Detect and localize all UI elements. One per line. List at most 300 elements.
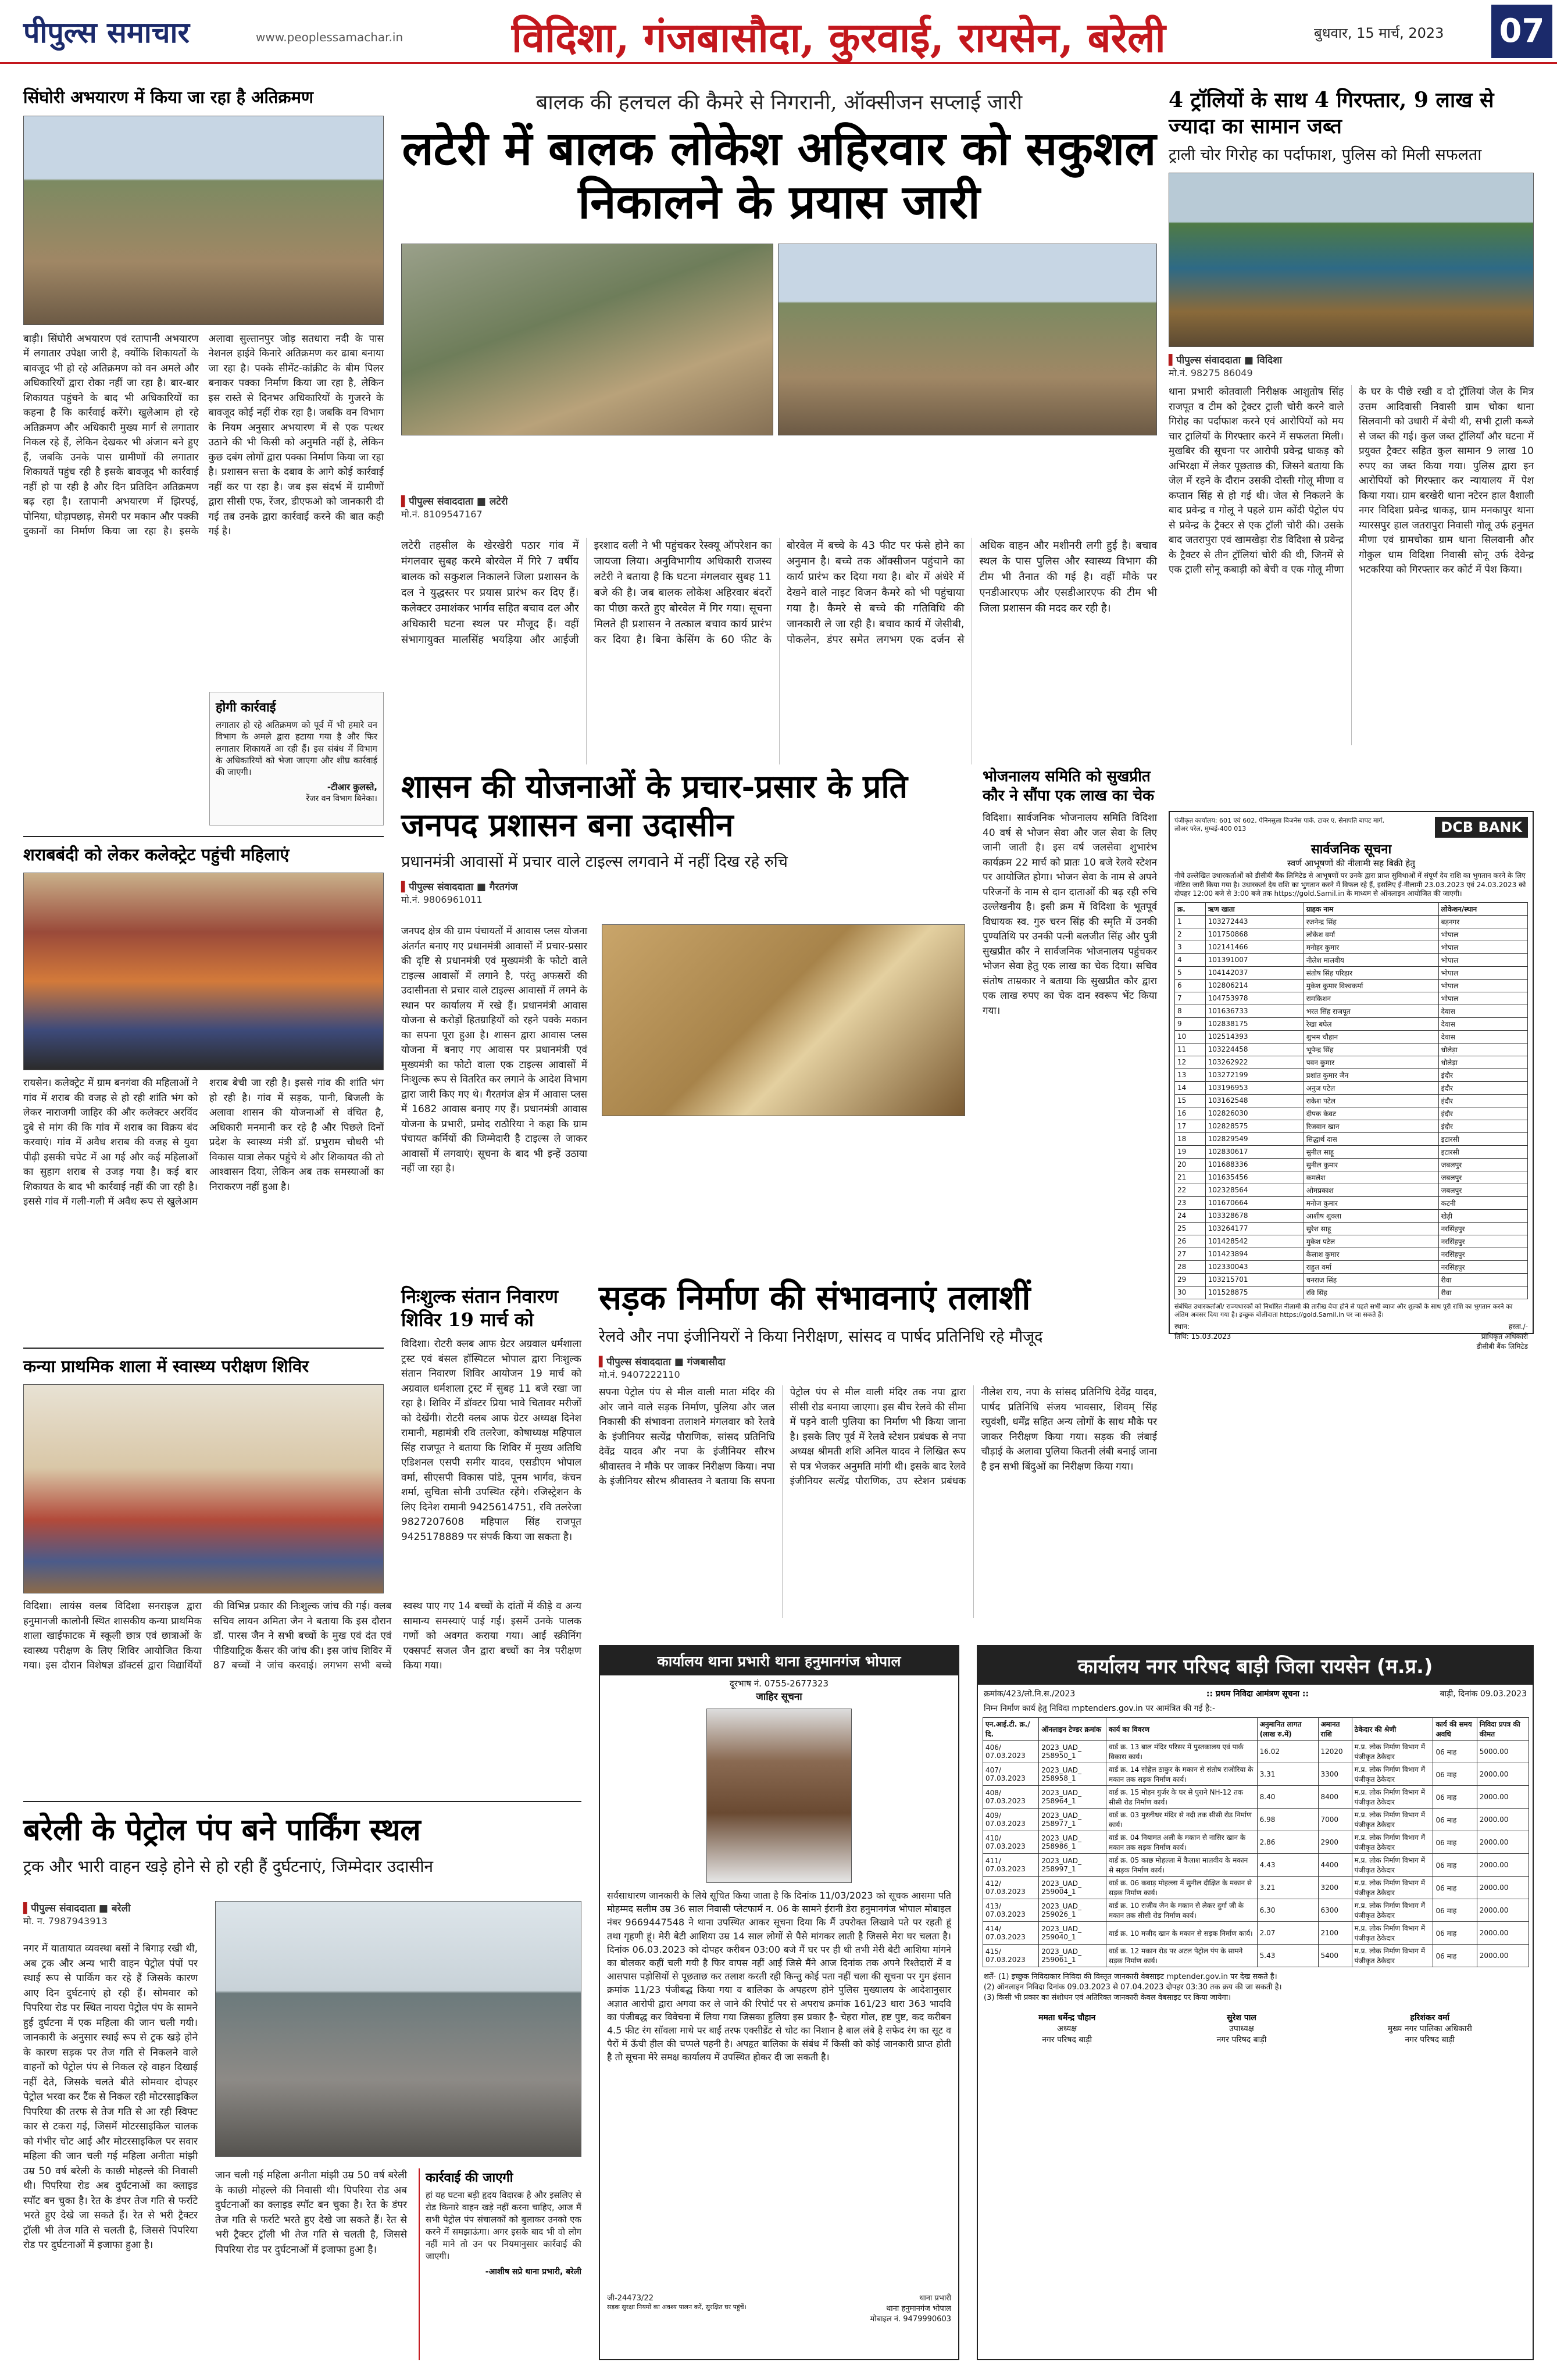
auction-row	[1175, 1158, 1528, 1171]
auction-cell: लोकेश वर्मा	[1304, 928, 1438, 941]
tender-cell: 06 माह	[1433, 1922, 1477, 1945]
body: विदिशा। सार्वजनिक भोजनालय समिति विदिशा 40 वर्ष से भोजन सेवा और जल सेवा के लिए जानी जाती है। इस वर्ष जलसेवा शुभारंभ कार्यक्रम 22 मार्च को प्रातः 10 बजे रेलवे स्टेशन पर आयोजित होगा। भोजन सेवा के नाम से अपने परिजनों के नाम से दान दाताओं की बढ़ रही रुचि उल्लेखनीय है। इसी क्रम में विदिशा के भूतपूर्व विधायक स्व. गुरु चरन सिंह की स्मृति में उनकी पुण्यतिथि पर उनकी पत्नी बलजीत सिंह और पुत्री सुखप्रीत कौर ने सार्वजनिक भोजनालय पहुंचकर भोजन सेवा हेतु एक लाख का चेक दिया। सचिव संतोष ताम्रकार ने बताया कि सुखप्रीत कौर द्वारा एक लाख रुपए का चेक दान स्वरूप भेंट किया गया।	[983, 812, 1157, 1017]
note-3: (3) किसी भी प्रकार का संशोधन एवं अतिरिक्त जानकारी केवल वेबसाइट पर किया जायेगा।	[984, 1993, 1231, 2003]
article-bhojan	[983, 767, 1157, 1267]
auction-row	[1175, 1222, 1528, 1235]
auction-cell: 3	[1175, 941, 1206, 953]
auction-cell: सुनील साहू	[1304, 1145, 1438, 1158]
tender-cell: वार्ड क्र. 10 मजीद खान के मकान से सड़क निर्माण कार्य।	[1106, 1922, 1258, 1945]
masthead	[0, 0, 1557, 64]
auction-cell: कटनी	[1438, 1196, 1527, 1209]
tender-cell: 2023_UAD_ 259040_1	[1039, 1922, 1106, 1945]
sign-3: डीसीबी बैंक लिमिटेड	[1476, 1342, 1528, 1351]
notice-title: सार्वजनिक सूचना	[1310, 842, 1392, 857]
notice-subtitle: स्वर्ण आभूषणों की नीलामी सह बिक्री हेतु	[1287, 858, 1415, 869]
headline: शराबबंदी को लेकर कलेक्ट्रेट पहुंची महिलाएं	[23, 845, 290, 864]
auction-cell: 101635456	[1205, 1171, 1304, 1184]
tender-row	[983, 1741, 1529, 1763]
tender-col-header: अमानत राशि	[1318, 1718, 1352, 1741]
auction-row	[1175, 1196, 1528, 1209]
auction-row	[1175, 1069, 1528, 1081]
byline: पीपुल्स संवाददाता	[31, 1903, 95, 1914]
auction-cell: 1	[1175, 915, 1206, 928]
tender-cell: म.प्र. लोक निर्माण विभाग में पंजीकृत ठेकेदार	[1352, 1741, 1433, 1763]
notice-intro: नीचे उल्लेखित उधारकर्ताओं को डीसीबी बैंक लिमिटेड से आभूषणों पर उनके द्वारा प्राप्त सुविधाओं में संपूर्ण देय राशि का भुगतान करने के लिए नोटिस जारी किया गया है। उधारकर्ता देय राशि का भुगतान करने में विफल रहे हैं, इसलिए ई-नीलामी 23.03.2023 एवं 24.03.2023 को दोपहर 12:00 बजे से 3:00 बजे तक https://gold.Samil.in के माध्यम से ऑनलाइन आयोजित की जाएगी।	[1174, 871, 1526, 898]
auction-cell: भोपाल	[1438, 966, 1527, 979]
tender-cell: वार्ड क्र. 13 बाल मंदिर परिसर में पुस्तकालय एवं पार्क विकास कार्य।	[1106, 1741, 1258, 1763]
article-santan	[401, 1285, 581, 1634]
tender-cell: 2000.00	[1477, 1786, 1529, 1809]
auction-row	[1175, 1260, 1528, 1273]
auction-cell: 28	[1175, 1260, 1206, 1273]
tender-cell: 3.31	[1257, 1763, 1318, 1786]
tender-cell: 4400	[1318, 1854, 1352, 1877]
auction-cell: देवास	[1438, 1005, 1527, 1017]
auction-cell: रजनेन्द्र सिंह	[1304, 915, 1438, 928]
auction-cell: 4	[1175, 953, 1206, 966]
quote-head: होगी कार्रवाई	[216, 701, 276, 715]
quote-head: कार्रवाई की जाएगी	[426, 2171, 513, 2185]
tender-cell: 2000.00	[1477, 1831, 1529, 1854]
auction-cell: 102830617	[1205, 1145, 1304, 1158]
auction-cell: 20	[1175, 1158, 1206, 1171]
tender-cell: वार्ड क्र. 06 कवाड़ मोहल्ला में सुनील दीक्षित के मकान से सड़क निर्माण कार्य।	[1106, 1877, 1258, 1899]
tender-cell: 8400	[1318, 1786, 1352, 1809]
tender-head: कार्यालय नगर परिषद बाड़ी जिला रायसेन (म.प्र.)	[978, 1646, 1533, 1685]
auction-cell: मनोहर कुमार	[1304, 941, 1438, 953]
auction-cell: इंदौर	[1438, 1120, 1527, 1132]
auction-cell: 25	[1175, 1222, 1206, 1235]
auction-row	[1175, 928, 1528, 941]
auction-cell: 16	[1175, 1107, 1206, 1120]
auction-cell: भूपेन्द्र सिंह	[1304, 1043, 1438, 1056]
auction-col-header: लोकेशन/स्थान	[1438, 902, 1527, 915]
auction-cell: 29	[1175, 1273, 1206, 1286]
sign-2-name: सुरेश पाल	[1227, 2013, 1256, 2022]
auction-cell: 103272199	[1205, 1069, 1304, 1081]
auction-row	[1175, 1145, 1528, 1158]
tender-row	[983, 1854, 1529, 1877]
photo	[23, 1384, 384, 1593]
paper-logo: पीपुल्स समाचार	[23, 15, 190, 49]
tender-row	[983, 1877, 1529, 1899]
auction-cell: संतोष सिंह परिहार	[1304, 966, 1438, 979]
tender-col-header: ऑनलाइन टेण्डर क्रमांक	[1039, 1718, 1106, 1741]
tender-row	[983, 1809, 1529, 1831]
tender-cell: म.प्र. लोक निर्माण विभाग में पंजीकृत ठेकेदार	[1352, 1922, 1433, 1945]
body: सपना पेट्रोल पंप से मील वाली माता मंदिर की ओर जाने वाले सड़क निर्माण, पुलिया और जल निकासी की संभावना तलाशने मंगलवार को रेलवे के इंजीनियर सत्येंद्र पौराणिक, सांसद प्रतिनिधि देवेंद्र यादव और नपा के इंजीनियर सौरभ श्रीवास्तव ने मौके पर जाकर निरीक्षण किया। नपा के इंजीनियर सौरभ श्रीवास्तव ने बताया कि सपना पेट्रोल पंप से मील वाली मंदिर तक नपा द्वारा सीसी रोड बनाया जाएगा। इस बीच रेलवे की सीमा में पड़ने वाली पुलिया का निर्माण भी किया जाना है। इसके लिए पूर्व में रेलवे स्टेशन प्रबंधक से नपा अध्यक्ष श्रीमती शशि अनिल यादव ने लिखित रूप से पत्र भेजकर अनुमति मांगी थी। इसके बाद रेलवे इंजीनियर सत्येंद्र पौराणिक, उप स्टेशन प्रबंधक नीलेश राय, नपा के सांसद प्रतिनिधि देवेंद्र यादव, पार्षद प्रतिनिधि संजय भावसार, शिवम् सिंह रघुवंशी, धर्मेंद्र सहित अन्य लोगों के साथ मौके पर जाकर निरीक्षण किया गया। सड़क की लंबाई चौड़ाई के अलावा पुलिया कितनी लंबी बनाई जाना है इन सभी बिंदुओं का निरीक्षण किया गया।	[599, 1386, 1157, 1487]
auction-cell: 27	[1175, 1248, 1206, 1260]
deck: प्रधानमंत्री आवासों में प्रचार वाले टाइल्स लगवाने में नहीं दिख रहे रुचि	[401, 853, 788, 871]
auction-row	[1175, 941, 1528, 953]
headline: सिंघोरी अभयारण में किया जा रहा है अतिक्रमण	[23, 87, 313, 107]
tender-cell: 408/ 07.03.2023	[983, 1786, 1039, 1809]
notice-head: कार्यालय थाना प्रभारी थाना हनुमानगंज भोपाल	[600, 1646, 958, 1675]
photo	[23, 873, 384, 1070]
tender-cell: 6300	[1318, 1899, 1352, 1922]
auction-cell: 102330043	[1205, 1260, 1304, 1273]
auction-cell: 104753978	[1205, 992, 1304, 1005]
tender-cell: 407/ 07.03.2023	[983, 1763, 1039, 1786]
sign-1-org: नगर परिषद बाड़ी	[1042, 2035, 1092, 2045]
auction-cell: सुरेश साहू	[1304, 1222, 1438, 1235]
article-sadak: सड़क निर्माण की संभावनाएं तलाशीं रेलवे और नपा इंजीनियरों ने किया निरीक्षण, सांसद व पार्षद प्रतिनिधि रहे मौजूद ▌पीपुल्स संवाददाता ■ गंजबासौदा मो.नं. 9407222110 सपना पेट्रोल पंप से मील वाली माता मंदिर की ओर जाने वाले सड़क निर्माण, पुलिया और जल निकासी की संभावना तलाशने मंगलवार को रेलवे के इंजीनियर सत्येंद्र पौराणिक, सांसद प्रतिनिधि देवेंद्र यादव और नपा के इंजीनियर सौरभ श्रीवास्तव ने मौके पर जाकर निरीक्षण किया। नपा के इंजीनियर सौरभ श्रीवास्तव ने बताया कि सपना पेट्रोल पंप से मील वाली मंदिर तक नपा द्वारा सीसी रोड बनाया जाएगा। इस बीच रेलवे की सीमा में पड़ने वाली पुलिया का निर्माण भी किया जाना है। इसके लिए पूर्व में रेलवे स्टेशन प्रबंधक से नपा अध्यक्ष श्रीमती शशि अनिल यादव ने लिखित रूप से पत्र भेजकर अनुमति मांगी थी। इसके बाद रेलवे इंजीनियर सत्येंद्र पौराणिक, उप स्टेशन प्रबंधक नीलेश राय, नपा के सांसद प्रतिनिधि देवेंद्र यादव, पार्षद प्रतिनिधि संजय भावसार, शिवम् सिंह रघुवंशी, धर्मेंद्र सहित अन्य लोगों के साथ मौके पर जाकर निरीक्षण किया गया। सड़क की लंबाई चौड़ाई के अलावा पुलिया कितनी लंबी बनाई जाना है इन सभी बिंदुओं का निरीक्षण किया गया।	[599, 1273, 1157, 1634]
place: लटेरी	[489, 496, 508, 508]
photo	[1169, 173, 1534, 347]
quote-by: -टीआर कुलस्ते,	[327, 782, 377, 793]
tender-col-header: ठेकेदार की श्रेणी	[1352, 1718, 1433, 1741]
tender-cell: वार्ड क्र. 15 मोहन गुर्जर के घर से पुराने NH-12 तक सीसी रोड निर्माण कार्य।	[1106, 1786, 1258, 1809]
tender-cell: 06 माह	[1433, 1854, 1477, 1877]
body: थाना प्रभारी कोतवाली निरीक्षक आशुतोष सिंह राजपूत व टीम को ट्रेक्टर ट्राली चोरी करने वाले गिरोह का पर्दाफाश करने एवं आरोपियों को मय चार ट्रालियों के गिरफ्तार करने में सफलता मिली। मुखबिर की सूचना पर आरोपी प्रवेन्द्र धाकड़ को अभिरक्षा में लेकर पूछताछ की, जिसने बताया कि जेल में रहने के दौरान उसकी दोस्ती गोलू मीणा व कप्तान सिंह से हो गई थी। जेल से निकलने के बाद प्रवेन्द्र व गोलू ने पहले ग्राम कोंदी पेट्रोल पंप से प्रवेन्द्र के ट्रैक्टर से एक ट्रॉली चोरी की। उसके बाद जतरापुरा एवं खामखेड़ा रोड विदिशा से प्रवेन्द्र के ट्रैक्टर से तीन ट्रॉलियां चोरी की थी, जिनमें से एक ट्राली सोनू कबाड़ी को बेची व एक गोलू मीणा के घर के पीछे रखी व दो ट्रॉलियां जेल के मित्र उत्तम आदिवासी निवासी ग्राम चोका थाना सिलवानी को उधारी में बेची थी, सभी ट्राली कब्जे से जब्त की गई। कुल जब्त ट्रॉलियाँ और घटना में प्रयुक्त ट्रैक्टर सहित कुल सामान 9 लाख 10 रुपए का जब्त किया गया। पुलिस द्वारा इन आरोपियों को गिरफ्तार कर न्यायालय में पेश किया गया। ग्राम बरखेरी थाना नटेरन हाल वैशाली नगर विदिशा प्रवेन्द्र धाकड़, ग्राम मनकापुर थाना ग्यारसपुर हाल जतरापुरा निवासी गोलू उर्फ हनुमत मीणा एवं ग्रामचोका ग्राम थाना सिलवानी और गोकुल धाम विदिशा निवासी सोनू उर्फ देवेन्द्र भटकरिया को गिरफ्तार कर कोर्ट में पेश किया।	[1169, 386, 1534, 576]
headline: भोजनालय समिति को सुखप्रीत कौर ने सौंपा एक लाख का चेक	[983, 768, 1155, 805]
tender-cell: 410/ 07.03.2023	[983, 1831, 1039, 1854]
auction-cell: नरसिंहपुर	[1438, 1235, 1527, 1248]
auction-row	[1175, 1094, 1528, 1107]
auction-cell: भोपाल	[1438, 953, 1527, 966]
place-label: स्थान:	[1174, 1323, 1190, 1331]
auction-row	[1175, 1209, 1528, 1222]
article-trolley: 4 ट्रॉलियों के साथ 4 गिरफ्तार, 9 लाख से ज्यादा का सामान जब्त ट्राली चोर गिरोह का पर्दाफाश, पुलिस को मिली सफलता ▌पीपुल्स संवाददाता ■ विदिशा मो.नं. 98275 86049 थाना प्रभारी कोतवाली निरीक्षक आशुतोष सिंह राजपूत व टीम को ट्रेक्टर ट्राली चोरी करने वाले गिरोह का पर्दाफाश करने एवं आरोपियों को मय चार ट्रालियों के गिरफ्तार करने में सफलता मिली। मुखबिर की सूचना पर आरोपी प्रवेन्द्र धाकड़ को अभिरक्षा में लेकर पूछताछ की, जिसने बताया कि जेल में रहने के दौरान उसकी दोस्ती गोलू मीणा व कप्तान सिंह से हो गई थी। जेल से निकलने के बाद प्रवेन्द्र व गोलू ने पहले ग्राम कोंदी पेट्रोल पंप से प्रवेन्द्र के ट्रैक्टर से एक ट्रॉली चोरी की। उसके बाद जतरापुरा एवं खामखेड़ा रोड विदिशा से प्रवेन्द्र के ट्रैक्टर से तीन ट्रॉलियां चोरी की थी, जिनमें से एक ट्राली सोनू कबाड़ी को बेची व एक गोलू मीणा के घर के पीछे रखी व दो ट्रॉलियां जेल के मित्र उत्तम आदिवासी निवासी ग्राम चोका थाना सिलवानी को उधारी में बेची थी, सभी ट्राली कब्जे से जब्त की गई। कुल जब्त ट्रॉलियाँ और घटना में प्रयुक्त ट्रैक्टर सहित कुल सामान 9 लाख 10 रुपए का जब्त किया गया। पुलिस द्वारा इन आरोपियों को गिरफ्तार कर न्यायालय में पेश किया गया। ग्राम बरखेरी थाना नटेरन हाल वैशाली नगर विदिशा प्रवेन्द्र धाकड़, ग्राम मनकापुर थाना ग्यारसपुर हाल जतरापुरा निवासी गोलू उर्फ हनुमत मीणा एवं ग्रामचोका ग्राम थाना सिलवानी और गोकुल धाम विदिशा निवासी सोनू उर्फ देवेन्द्र भटकरिया को गिरफ्तार कर कोर्ट में पेश किया।	[1169, 87, 1534, 802]
tender-cell: 2023_UAD_ 258986_1	[1039, 1831, 1106, 1854]
tender-date: बाड़ी, दिनांक 09.03.2023	[1440, 1689, 1527, 1699]
missing-photo	[706, 1709, 852, 1883]
tender-cell: 06 माह	[1433, 1763, 1477, 1786]
notice-phone: दूरभाष नं. 0755-2677323	[729, 1678, 829, 1689]
tender-cell: म.प्र. लोक निर्माण विभाग में पंजीकृत ठेकेदार	[1352, 1877, 1433, 1899]
tender-cell: 06 माह	[1433, 1899, 1477, 1922]
deck: रेलवे और नपा इंजीनियरों ने किया निरीक्षण, सांसद व पार्षद प्रतिनिधि रहे मौजूद	[599, 1328, 1043, 1346]
auction-cell: देवास	[1438, 1017, 1527, 1030]
sign-2-role: उपाध्यक्ष	[1229, 2024, 1254, 2034]
place: विदिशा	[1256, 355, 1283, 366]
place: गैरतगंज	[489, 881, 518, 893]
auction-cell: सुनील कुमार	[1304, 1158, 1438, 1171]
tender-cell: 2023_UAD_ 258997_1	[1039, 1854, 1106, 1877]
auction-table	[1174, 902, 1528, 1299]
auction-cell: 14	[1175, 1081, 1206, 1094]
auction-cell: इटारसी	[1438, 1145, 1527, 1158]
headline: कन्या प्राथमिक शाला में स्वास्थ्य परीक्षण शिविर	[23, 1356, 309, 1376]
page-number: 07	[1491, 5, 1552, 58]
auction-cell: 104142037	[1205, 966, 1304, 979]
auction-cell: 103224458	[1205, 1043, 1304, 1056]
auction-cell: 102141466	[1205, 941, 1304, 953]
deck: ट्राली चोर गिरोह का पर्दाफाश, पुलिस को मिली सफलता	[1169, 146, 1482, 164]
auction-cell: भोपाल	[1438, 979, 1527, 992]
tender-cell: 2023_UAD_ 259004_1	[1039, 1877, 1106, 1899]
auction-cell: 101670664	[1205, 1196, 1304, 1209]
tender-cell: 6.30	[1257, 1899, 1318, 1922]
auction-cell: रिजवान खान	[1304, 1120, 1438, 1132]
auction-row	[1175, 1132, 1528, 1145]
quote-text: हां यह घटना बड़ी हृदय विदारक है और इसलिए से रोड किनारे वाहन खड़े नहीं करना चाहिए, आज मैं सभी पेट्रोल पंप संचालकों को बुलाकर उनको एक करने में समझाऊंगा। अगर इसके बाद भी वो लोग नहीं माने तो उन पर नियमानुसार कार्रवाई की जाएगी।	[426, 2190, 581, 2261]
auction-cell: 12	[1175, 1056, 1206, 1069]
tender-cell: 7000	[1318, 1809, 1352, 1831]
tender-sub: :: प्रथम निविदा आमंत्रण सूचना ::	[1206, 1689, 1309, 1699]
auction-cell: ओमप्रकाश	[1304, 1184, 1438, 1196]
auction-row	[1175, 953, 1528, 966]
mobile: मो.नं. 9806961011	[401, 894, 483, 905]
divider	[23, 1348, 384, 1349]
sign-3-org: नगर परिषद बाड़ी	[1405, 2035, 1455, 2045]
tender-cell: 2000.00	[1477, 1945, 1529, 1967]
byline: पीपुल्स संवाददाता	[606, 1356, 671, 1368]
auction-cell: धनराज सिंह	[1304, 1273, 1438, 1286]
auction-cell: 102514393	[1205, 1030, 1304, 1043]
tender-cell: 06 माह	[1433, 1809, 1477, 1831]
auction-cell: राकेश पटेल	[1304, 1094, 1438, 1107]
auction-cell: 101750868	[1205, 928, 1304, 941]
auction-cell: खेड़ी	[1438, 1209, 1527, 1222]
headline: शासन की योजनाओं के प्रचार-प्रसार के प्रति जनपद प्रशासन बना उदासीन	[401, 767, 908, 844]
auction-cell: 5	[1175, 966, 1206, 979]
body-col1: नगर में यातायात व्यवस्था बसों ने बिगाड़ रखी थी, अब ट्रक और अन्य भारी वाहन पेट्रोल पंपों पर स्थाई रूप से पार्किंग कर रहे हैं जिसके कारण आए दिन दुर्घटनाएं हो रही हैं। सोमवार को पिपरिया रोड पर स्थित नायरा पेट्रोल पंप के सामने हुई दुर्घटना में एक महिला की जान चली गयी। जानकारी के अनुसार स्थाई रूप से ट्रक खड़े होने के कारण सड़क पर तेज गति से निकलने वाले वाहनों को पेट्रोल पंप से निकल रहे वाहन दिखाई नहीं देते, जिसके चलते बीते सोमवार दोपहर पेट्रोल भरवा कर टैंक से निकल रही मोटरसाइकिल पिपरिया की तरफ से तेज गति से आ रही स्विफ्ट कार से टकरा गई, जिसमें मोटरसाइकिल चालक को गंभीर चोट आई और मोटरसाइकिल पर सवार महिला की जान चली गई महिला अनीता मांझी उम्र 50 वर्ष बरेली के काछी मोहल्ले की निवासी थी। पिपरिया रोड अब दुर्घटनाओं का क्लाइड स्पॉट बन चुका है। रेत के डंपर तेज गति से फर्राटे भरते हुए देखे जा सकते हैं। रेत से भरी ट्रैक्टर ट्रॉली भी तेज गति से चलती है, जिससे पिपरिया रोड पर दुर्घटनाओं में इजाफा हुआ है।	[23, 1943, 198, 2251]
auction-cell: 23	[1175, 1196, 1206, 1209]
headline: सड़क निर्माण की संभावनाएं तलाशीं	[599, 1278, 1031, 1317]
auction-cell: 102838175	[1205, 1017, 1304, 1030]
body: रायसेन। कलेक्ट्रेट में ग्राम बनगंवा की महिलाओं ने गांव में शराब की वजह से हो रही शांति भंग को लेकर नाराजगी जाहिर की और कलेक्टर अरविंद दुबे से मांग की कि गांव में शराब का विक्रय बंद करवाएं। गांव में अवैध शराब की वजह से युवा पीढ़ी इसकी चपेट में आ गई और कई महिलाओं का सुहाग शराब से उजड़ गया है। कई बार शिकायत के बाद भी कार्रवाई नहीं की जा रही है। इससे गांव में गली-गली में अवैध रूप से खुलेआम शराब बेची जा रही है। इससे गांव की शांति भंग हो रही है। गांव में सड़क, पानी, बिजली के अलावा शासन की योजनाओं से वंचित है, अधिकारी मनमानी कर रहे है और पिछले दिनों प्रदेश के स्वास्थ्य मंत्री डॉ. प्रभुराम चौधरी भी विकास यात्रा लेकर पहुंचे थे और शिकायत की तो आश्वासन दिया, लेकिन अब तक समस्याओं का निराकरण नहीं हुआ है।	[23, 1077, 384, 1207]
place: बरेली	[111, 1903, 131, 1914]
notice-sub: जाहिर सूचना	[756, 1691, 802, 1703]
article-singhori	[23, 87, 384, 828]
auction-cell: राहुल वर्मा	[1304, 1260, 1438, 1273]
sign-3-name: हरिशंकर वर्मा	[1410, 2013, 1449, 2022]
issue-date: बुधवार, 15 मार्च, 2023	[1314, 25, 1444, 41]
bank-logo: DCB BANK	[1435, 817, 1528, 838]
auction-cell: 102826030	[1205, 1107, 1304, 1120]
auction-cell: भोपाल	[1438, 928, 1527, 941]
tender-cell: 5.43	[1257, 1945, 1318, 1967]
tender-cell: 409/ 07.03.2023	[983, 1809, 1039, 1831]
auction-cell: नीलेश मालवीय	[1304, 953, 1438, 966]
divider	[23, 1801, 581, 1802]
article-bareli: बरेली के पेट्रोल पंप बने पार्किंग स्थल ट्रक और भारी वाहन खड़े होने से हो रही हैं दुर्घटनाएं, जिम्मेदार उदासीन ▌पीपुल्स संवाददाता ■ बरेली मो. न. 7987943913 नगर में यातायात व्यवस्था बसों ने बिगाड़ रखी थी, अब ट्रक और अन्य भारी वाहन पेट्रोल पंपों पर स्थाई रूप से पार्किंग कर रहे हैं जिसके कारण आए दिन दुर्घटनाएं हो रही हैं। सोमवार को पिपरिया रोड पर स्थित नायरा पेट्रोल पंप के सामने हुई दुर्घटना में एक महिला की जान चली गयी। जानकारी के अनुसार स्थाई रूप से ट्रक खड़े होने के कारण सड़क पर तेज गति से निकलने वाले वाहनों को पेट्रोल पंप से निकल रहे वाहन दिखाई नहीं देते, जिसके चलते बीते सोमवार दोपहर पेट्रोल भरवा कर टैंक से निकल रही मोटरसाइकिल पिपरिया की तरफ से तेज गति से आ रही स्विफ्ट कार से टकरा गई, जिसमें मोटरसाइकिल चालक को गंभीर चोट आई और मोटरसाइकिल पर सवार महिला की जान चली गई महिला अनीता मांझी उम्र 50 वर्ष बरेली के काछी मोहल्ले की निवासी थी। पिपरिया रोड अब दुर्घटनाओं का क्लाइड स्पॉट बन चुका है। रेत के डंपर तेज गति से फर्राटे भरते हुए देखे जा सकते हैं। रेत से भरी ट्रैक्टर ट्रॉली भी तेज गति से चलती है, जिससे पिपरिया रोड पर दुर्घटनाओं में इजाफा हुआ है। जान चली गई महिला अनीता मांझी उम्र 50 वर्ष बरेली के काछी मोहल्ले की निवासी थी। पिपरिया रोड अब दुर्घटनाओं का क्लाइड स्पॉट बन चुका है। रेत के डंपर तेज गति से फर्राटे भरते हुए देखे जा सकते हैं। रेत से भरी ट्रैक्टर ट्रॉली भी तेज गति से चलती है, जिससे पिपरिया रोड पर दुर्घटनाओं में इजाफा हुआ है। कार्रवाई की जाएगी हां यह घटना बड़ी हृदय विदारक है और इसलिए से रोड किनारे वाहन खड़े नहीं करना चाहिए, आज मैं सभी पेट्रोल पंप संचालकों को बुलाकर उनको एक करने में समझाऊंगा। अगर इसके बाद भी वो लोग नहीं माने तो उन पर नियमानुसार कार्रवाई की जाएगी। -आशीष सप्रे थाना प्रभारी, बरेली	[23, 1808, 581, 2360]
auction-cell: 102328564	[1205, 1184, 1304, 1196]
tender-row	[983, 1922, 1529, 1945]
tender-cell: वार्ड क्र. 05 काछ मोहल्ला में कैलाश मालवीय के मकान से सड़क निर्माण कार्य।	[1106, 1854, 1258, 1877]
auction-col-header: ऋण खाता	[1205, 902, 1304, 915]
auction-cell: 19	[1175, 1145, 1206, 1158]
deck: ट्रक और भारी वाहन खड़े होने से हो रही हैं दुर्घटनाएं, जिम्मेदार उदासीन	[23, 1857, 434, 1876]
auction-cell: 17	[1175, 1120, 1206, 1132]
auction-cell: प्रशांत कुमार जैन	[1304, 1069, 1438, 1081]
auction-cell: 11	[1175, 1043, 1206, 1056]
tender-col-header: अनुमानित लागत (लाख रु.में)	[1257, 1718, 1318, 1741]
tender-cell: 2900	[1318, 1831, 1352, 1854]
tender-cell: वार्ड क्र. 12 मकान रोड पर अटल पेट्रोल पंप के सामने सड़क निर्माण कार्य।	[1106, 1945, 1258, 1967]
article-lateri: बालक की हलचल की कैमरे से निगरानी, ऑक्सीजन सप्लाई जारी लटेरी में बालक लोकेश अहिरवार को सकुशल निकालने के प्रयास जारी ▌पीपुल्स संवाददाता ■ लटेरी मो.नं. 8109547167 लटेरी तहसील के खेरखेरी पठार गांव में मंगलवार सुबह करमे बोरवेल में गिरे 7 वर्षीय बालक को सकुशल निकालने जिला प्रशासन के दल ने युद्धस्तर पर प्रयास प्रारंभ कर दिए हैं। कलेक्टर उमाशंकर भार्गव सहित बचाव दल और अधिकारी घटना स्थल पर मौजूद हैं। वहीं संभागायुक्त मालसिंह भयड़िया और आईजी इरशाद वली ने भी पहुंचकर रेस्क्यू ऑपरेशन का जायजा लिया। अनुविभागीय अधिकारी राजस्व लटेरी ने बताया है कि घटना मंगलवार सुबह 11 बजे की है। जब बालक लोकेश अहिरवार बंदरों का पीछा करते हुए बोरवेल में गिर गया। सूचना मिलते ही प्रशासन ने तत्काल बचाव कार्य प्रारंभ कर दिया है। बिना केसिंग के 60 फीट के बोरवेल में बच्चे के 43 फीट पर फंसे होने का अनुमान है। बच्चे तक ऑक्सीजन पहुंचाने का कार्य प्रारंभ कर दिया गया है। बोर में अंधेरे में देखने वाले नाइट विजन कैमरे को भी पहुंचाया गया है। कैमरे से बच्चे की गतिविधि की जानकारी ले जा रही है। बचाव कार्य में जेसीबी, पोकलेन, डंपर समेत लगभग एक दर्जन से अधिक वाहन और मशीनरी लगी हुई है। बचाव स्थल के पास पुलिस और स्वास्थ्य विभाग की टीम भी तैनात की गई है। वहीं मौके पर एनडीआरएफ और एसडीआरएफ की टीम भी जिला प्रशासन की मदद कर रही है।	[401, 87, 1157, 764]
date-label: तिथि: 15.03.2023	[1174, 1332, 1231, 1341]
ref-code: जी-24473/22	[607, 2294, 653, 2303]
body: विदिशा। लायंस क्लब विदिशा सनराइज द्वारा हनुमानजी कालोनी स्थित शासकीय कन्या प्राथमिक शाला खाईफाटक में स्कूली छात्र एवं छात्राओं के स्वास्थ्य परीक्षण के लिए शिविर आयोजित किया गया। इस दौरान विशेषज्ञ डॉक्टर्स द्वारा विद्यार्थियों की विभिन्न प्रकार की निःशुल्क जांच की गई। क्लब सचिव लायन अमिता जैन ने बताया कि इस दौरान डॉ. पारस जैन ने सभी बच्चों के मुख एवं दंत एवं पीडियाट्रिक कैंसर की जांच की। इस जांच शिविर में 87 बच्चों ने जांच करवाई। लगभग सभी बच्चे स्वस्थ पाए गए 14 बच्चों के दांतों में कीड़े व अन्य सामान्य समस्याएं पाई गईं। इसमें उनके पालक गणों को अवगत कराया गया। आई स्क्रीनिंग एक्सपर्ट सजल जैन द्वारा बच्चों का नेत्र परीक्षण किया गया।	[23, 1600, 581, 1671]
quote-by: -आशीष सप्रे थाना प्रभारी, बरेली	[485, 2267, 581, 2277]
auction-cell: रीवा	[1438, 1273, 1527, 1286]
tender-intro: निम्न निर्माण कार्य हेतु निविदा mptenders.gov.in पर आमंत्रित की गई है:-	[984, 1704, 1216, 1713]
auction-col-header: ग्राहक नाम	[1304, 902, 1438, 915]
tender-cell: 3300	[1318, 1763, 1352, 1786]
note-2: (2) ऑनलाइन निविदा दिनांक 09.03.2023 से 07.04.2023 दोपहर 03:30 तक क्रय की जा सकती है।	[984, 1983, 1282, 1992]
auction-cell: सिद्धार्थ दास	[1304, 1132, 1438, 1145]
article-yojana: शासन की योजनाओं के प्रचार-प्रसार के प्रति जनपद प्रशासन बना उदासीन प्रधानमंत्री आवासों में प्रचार वाले टाइल्स लगवाने में नहीं दिख रहे रुचि ▌पीपुल्स संवाददाता ■ गैरतगंज मो.नं. 9806961011 जनपद क्षेत्र की ग्राम पंचायतों में आवास प्लस योजना अंतर्गत बनाए गए प्रधानमंत्री आवासों में प्रचार-प्रसार की दृष्टि से प्रधानमंत्री एवं मुख्यमंत्री के फोटो वाले टाइल्स आवासों में लगाने है, परंतु अफसरों की उदासीनता से प्रचार वाले टाइल्स आवासों में लगने के स्थान पर कार्यालय में रखे हैं। प्रधानमंत्री आवास योजना से करोड़ों हितग्राहियों को रहने पक्के मकान का सपना पूरा हुआ है। शासन द्वारा आवास प्लस योजना में बनाए गए आवास पर प्रधानमंत्री एवं मुख्यमंत्री का फोटो वाला एक टाइल्स आवासों में निःशुल्क रूप से वितरित कर लगाने के आदेश विभाग द्वारा जारी किए गए थे। गैरतगंज क्षेत्र में आवास प्लस में 1682 आवास बनाए गए हैं। प्रधानमंत्री आवास योजना के प्रभारी, प्रमोद राठौरिया ने कहा कि ग्राम पंचायत कर्मियों की जिम्मेदारी है टाइल्स ले जाकर आवासों में लगवाएं। सूचना के बाद भी इन्हें उठाया नहीं जा रहा है।	[401, 767, 965, 1273]
body: बाड़ी। सिंघोरी अभयारण एवं रतापानी अभयारण में लगातार उपेक्षा जारी है, क्योंकि शिकायतों के बावजूद भी हो रहे अतिक्रमण को वन अमले और अधिकारियों द्वारा रोका नहीं जा रहा है। बार-बार शिकायत पहुंचने के बाद भी अधिकारियों का कहना है कि कार्रवाई करेंगे। खुलेआम हो रहे अतिक्रमण और अधिकारी मुख्य मार्ग से लगातार निकल रहे हैं, लेकिन देखकर भी अंजान बने हुए हैं, जबकि उनके पास ग्रामीणों की लगातार शिकायतें पहुंच रही है इसके बावजूद भी कार्रवाई नहीं हो पा रही है और दिन प्रतिदिन अतिक्रमण बढ़ रहा है। रतापानी अभयारण में झिरपई, पोनिया, घोड़ापछाड़, सेमरी पर मकान और पक्की दुकानों का निर्माण किया जा रहा है। इसके अलावा सुल्तानपुर जोड़ सतधारा नदी के पास नेशनल हाईवे किनारे अतिक्रमण कर ढाबा बनाया जा रहा है। पक्के सीमेंट-कांक्रीट के बीम पिलर बनाकर पक्का निर्माण किया जा रहा है, लेकिन इस रास्ते से दिनभर अधिकारियों के गुजरने के बावजूद कोई नहीं रोक रहा है। जबकि वन विभाग के नियम अनुसार अभयारण में से एक पत्थर उठाने की भी किसी को अनुमति नहीं है, लेकिन कुछ दबंग लोगों द्वारा पक्का निर्माण किया जा रहा है। प्रशासन सत्ता के दबाव के आगे कोई कार्रवाई नहीं कर पा रहा है। जब इस संदर्भ में ग्रामीणों द्वारा सीसी एफ, रेंजर, डीएफओ को जानकारी दी गई तब उनके द्वारा कार्रवाई करने की बात कही गई है।	[23, 333, 384, 538]
auction-cell: इंदौर	[1438, 1069, 1527, 1081]
auction-cell: इंदौर	[1438, 1094, 1527, 1107]
auction-row	[1175, 1235, 1528, 1248]
auction-cell: 30	[1175, 1286, 1206, 1299]
sign-1: हस्ता./-	[1508, 1323, 1528, 1331]
tender-cell: वार्ड क्र. 04 नियामत अली के मकान से नासिर खान के मकान तक सड़क निर्माण कार्य।	[1106, 1831, 1258, 1854]
byline: पीपुल्स संवाददाता	[409, 496, 473, 508]
tender-cell: 12020	[1318, 1741, 1352, 1763]
tender-cell: म.प्र. लोक निर्माण विभाग में पंजीकृत ठेकेदार	[1352, 1854, 1433, 1877]
tender-cell: 406/ 07.03.2023	[983, 1741, 1039, 1763]
auction-row	[1175, 1030, 1528, 1043]
auction-cell: 102829549	[1205, 1132, 1304, 1145]
tender-cell: 2000.00	[1477, 1763, 1529, 1786]
headline: बरेली के पेट्रोल पंप बने पार्किंग स्थल	[23, 1812, 421, 1847]
tender-cell: म.प्र. लोक निर्माण विभाग में पंजीकृत ठेकेदार	[1352, 1899, 1433, 1922]
auction-cell: कैलाश कुमार	[1304, 1248, 1438, 1260]
quote-box	[419, 2168, 581, 2360]
auction-cell: भोपाल	[1438, 941, 1527, 953]
quote-role: रेंजर वन विभाग बिनेका।	[306, 794, 377, 804]
auction-cell: 18	[1175, 1132, 1206, 1145]
notice-footer: संबंधित उधारकर्ताओं/ राज्यधारकों को निर्धारित नीलामी की तारीख बेचा होने से पहले सभी ब्याज और शुल्कों के साथ पूरी राशि का भुगतान करने का अंतिम अवसर दिया गया है। इच्छुक बोलीदाता https://gold.Samil.in पर जा सकते हैं।	[1174, 1302, 1513, 1319]
sign-1-role: अध्यक्ष	[1057, 2024, 1077, 2034]
auction-row	[1175, 1184, 1528, 1196]
auction-cell: पवन कुमार	[1304, 1056, 1438, 1069]
auction-cell: कमलेश	[1304, 1171, 1438, 1184]
mobile: मो.नं. 9407222110	[599, 1369, 680, 1380]
body: विदिशा। रोटरी क्लब आफ ग्रेटर अग्रवाल धर्मशाला ट्रस्ट एवं बंसल हॉस्पिटल भोपाल द्वारा निःशुल्क संतान निवारण शिविर आयोजन 19 मार्च को अग्रवाल धर्मशाला ट्रस्ट में सुबह 11 बजे रखा जा रहा है। शिविर में डॉक्टर प्रिया भावे चितावर मरीजों को देखेंगी। रोटरी क्लब आफ ग्रेटर अध्यक्ष दिनेश रामानी, महामंत्री रवि तलरेजा, कोषाध्यक्ष महिपाल सिंह राजपूत ने बताया कि शिविर में मुख्य अतिथि एडिशनल एसपी समीर यादव, एसडीएम भोपाल वर्मा, सीएसपी विकास पांडे, पूनम भार्गव, कंचन शर्मा, सुचिता सोनी उपस्थित रहेंगे। रजिस्ट्रेशन के लिए दिनेश रामानी 9425614751, रवि तलरेजा 9827207608 महिपाल सिंह राजपूत 9425178889 पर संपर्क किया जा सकता है।	[401, 1338, 581, 1543]
auction-cell: 6	[1175, 979, 1206, 992]
body: लटेरी तहसील के खेरखेरी पठार गांव में मंगलवार सुबह करमे बोरवेल में गिरे 7 वर्षीय बालक को सकुशल निकालने जिला प्रशासन के दल ने युद्धस्तर पर प्रयास प्रारंभ कर दिए हैं। कलेक्टर उमाशंकर भार्गव सहित बचाव दल और अधिकारी घटना स्थल पर मौजूद हैं। वहीं संभागायुक्त मालसिंह भयड़िया और आईजी इरशाद वली ने भी पहुंचकर रेस्क्यू ऑपरेशन का जायजा लिया। अनुविभागीय अधिकारी राजस्व लटेरी ने बताया है कि घटना मंगलवार सुबह 11 बजे की है। जब बालक लोकेश अहिरवार बंदरों का पीछा करते हुए बोरवेल में गिर गया। सूचना मिलते ही प्रशासन ने तत्काल बचाव कार्य प्रारंभ कर दिया है। बिना केसिंग के 60 फीट के बोरवेल में बच्चे के 43 फीट पर फंसे होने का अनुमान है। बच्चे तक ऑक्सीजन पहुंचाने का कार्य प्रारंभ कर दिया गया है। बोर में अंधेरे में देखने वाले नाइट विजन कैमरे को भी पहुंचाया गया है। कैमरे से बच्चे की गतिविधि की जानकारी ले जा रही है। बचाव कार्य में जेसीबी, पोकलेन, डंपर समेत लगभग एक दर्जन से अधिक वाहन और मशीनरी लगी हुई है। बचाव स्थल के पास पुलिस और स्वास्थ्य विभाग की टीम भी तैनात की गई है। वहीं मौके पर एनडीआरएफ और एसडीआरएफ की टीम भी जिला प्रशासन की मदद कर रही है।	[401, 539, 1157, 646]
auction-row	[1175, 1017, 1528, 1030]
tender-col-header: कार्य की समय अवधि	[1433, 1718, 1477, 1741]
headline: निःशुल्क संतान निवारण शिविर 19 मार्च को	[401, 1285, 558, 1331]
tender-col-header: निविदा प्रपत्र की कीमत	[1477, 1718, 1529, 1741]
auction-cell: शुभम चौहान	[1304, 1030, 1438, 1043]
region-title: विदिशा, गंजबासौदा, कुरवाई, रायसेन, बरेली	[512, 13, 1166, 62]
tender-cell: 06 माह	[1433, 1741, 1477, 1763]
auction-cell: 101688336	[1205, 1158, 1304, 1171]
auction-cell: अनुज पटेल	[1304, 1081, 1438, 1094]
auction-cell: मुकेश कुमार विश्वकर्मा	[1304, 979, 1438, 992]
auction-row	[1175, 1286, 1528, 1299]
auction-cell: 103215701	[1205, 1273, 1304, 1286]
quote-text: लगातार हो रहे अतिक्रमण को पूर्व में भी हमारे वन विभाग के अमले द्वारा हटाया गया है और फिर लगातार शिकायतें आ रही हैं। इस संबंध में विभाग के अधिकारियों को भेजा जाएगा और शीघ्र कार्रवाई की जाएगी।	[216, 720, 377, 777]
place: गंजबासौदा	[687, 1356, 726, 1368]
auction-cell: बड़नगर	[1438, 915, 1527, 928]
auction-cell: इंदौर	[1438, 1107, 1527, 1120]
auction-cell: 101636733	[1205, 1005, 1304, 1017]
auction-cell: दीपक केवट	[1304, 1107, 1438, 1120]
auction-cell: 24	[1175, 1209, 1206, 1222]
auction-cell: 21	[1175, 1171, 1206, 1184]
auction-cell: 103264177	[1205, 1222, 1304, 1235]
auction-cell: नरसिंहपुर	[1438, 1248, 1527, 1260]
sign-3: मोबाइल नं. 9479990603	[870, 2315, 951, 2324]
tender-cell: म.प्र. लोक निर्माण विभाग में पंजीकृत ठेकेदार	[1352, 1763, 1433, 1786]
tender-cell: 06 माह	[1433, 1877, 1477, 1899]
tender-cell: 2023_UAD_ 258950_1	[1039, 1741, 1106, 1763]
quote-box	[209, 692, 384, 826]
auction-cell: इंदौर	[1438, 1081, 1527, 1094]
tender-cell: 2000.00	[1477, 1922, 1529, 1945]
tender-row	[983, 1945, 1529, 1967]
tender-cell: 5400	[1318, 1945, 1352, 1967]
photo-tiles	[602, 924, 965, 1116]
photo	[23, 116, 384, 325]
tender-cell: 2000.00	[1477, 1854, 1529, 1877]
tender-cell: 5000.00	[1477, 1741, 1529, 1763]
mobile: मो.नं. 98275 86049	[1169, 367, 1253, 378]
divider	[23, 836, 384, 837]
tender-cell: 2023_UAD_ 259026_1	[1039, 1899, 1106, 1922]
tender-notice	[977, 1645, 1534, 2360]
tender-cell: 06 माह	[1433, 1786, 1477, 1809]
tender-cell: म.प्र. लोक निर्माण विभाग में पंजीकृत ठेकेदार	[1352, 1809, 1433, 1831]
tender-cell: 411/ 07.03.2023	[983, 1854, 1039, 1877]
photo-rescue-2	[778, 244, 1157, 435]
auction-cell: 101391007	[1205, 953, 1304, 966]
auction-row	[1175, 1081, 1528, 1094]
auction-row	[1175, 1107, 1528, 1120]
auction-cell: 101428542	[1205, 1235, 1304, 1248]
tender-row	[983, 1831, 1529, 1854]
tender-cell: 06 माह	[1433, 1831, 1477, 1854]
auction-cell: रीवा	[1438, 1286, 1527, 1299]
auction-cell: भरत सिंह राजपूत	[1304, 1005, 1438, 1017]
body: जनपद क्षेत्र की ग्राम पंचायतों में आवास प्लस योजना अंतर्गत बनाए गए प्रधानमंत्री आवासों में प्रचार-प्रसार की दृष्टि से प्रधानमंत्री एवं मुख्यमंत्री के फोटो वाले टाइल्स आवासों में लगाने है, परंतु अफसरों की उदासीनता से प्रचार वाले टाइल्स आवासों में लगने के स्थान पर कार्यालय में रखे हैं। प्रधानमंत्री आवास योजना से करोड़ों हितग्राहियों को रहने पक्के मकान का सपना पूरा हुआ है। शासन द्वारा आवास प्लस योजना में बनाए गए आवास पर प्रधानमंत्री एवं मुख्यमंत्री का फोटो वाला एक टाइल्स आवासों में निःशुल्क रूप से वितरित कर लगाने के आदेश विभाग द्वारा जारी किए गए थे। गैरतगंज क्षेत्र में आवास प्लस में 1682 आवास बनाए गए हैं। प्रधानमंत्री आवास योजना के प्रभारी, प्रमोद राठौरिया ने कहा कि ग्राम पंचायत कर्मियों की जिम्मेदारी है टाइल्स ले जाकर आवासों में लगवाएं। सूचना के बाद भी इन्हें उठाया नहीं जा रहा है।	[401, 925, 587, 1174]
auction-cell: 101423894	[1205, 1248, 1304, 1260]
sign-2: प्राधिकृत अधिकारी	[1481, 1332, 1528, 1341]
auction-cell: 103272443	[1205, 915, 1304, 928]
tender-cell: 06 माह	[1433, 1945, 1477, 1967]
byline: पीपुल्स संवाददाता	[409, 881, 473, 893]
tender-cell: 413/ 07.03.2023	[983, 1899, 1039, 1922]
headline: 4 ट्रॉलियों के साथ 4 गिरफ्तार, 9 लाख से ज्यादा का सामान जब्त	[1169, 88, 1494, 138]
auction-cell: 102806214	[1205, 979, 1304, 992]
auction-cell: आशीष शुक्ला	[1304, 1209, 1438, 1222]
auction-cell: 8	[1175, 1005, 1206, 1017]
auction-cell: भोपाल	[1438, 992, 1527, 1005]
tender-cell: 2023_UAD_ 258977_1	[1039, 1809, 1106, 1831]
site-url: www.peoplessamachar.in	[256, 30, 403, 44]
auction-row	[1175, 1248, 1528, 1260]
tender-cell: 414/ 07.03.2023	[983, 1922, 1039, 1945]
auction-row	[1175, 1056, 1528, 1069]
auction-cell: 26	[1175, 1235, 1206, 1248]
tender-row	[983, 1786, 1529, 1809]
auction-cell: 103196953	[1205, 1081, 1304, 1094]
note-1: शर्तें- (1) इच्छुक निविदाकार निविदा की विस्तृत जानकारी वेबसाइट mptender.gov.in पर देख सकते है।	[984, 1972, 1277, 1981]
sign-1: थाना प्रभारी	[919, 2294, 951, 2303]
auction-row	[1175, 915, 1528, 928]
auction-row	[1175, 1005, 1528, 1017]
auction-cell: मनोज कुमार	[1304, 1196, 1438, 1209]
auction-row	[1175, 1120, 1528, 1132]
photo-rescue-1	[401, 244, 773, 435]
auction-cell: इटारसी	[1438, 1132, 1527, 1145]
tender-cell: 6.98	[1257, 1809, 1318, 1831]
headline: लटेरी में बालक लोकेश अहिरवार को सकुशल निकालने के प्रयास जारी	[402, 121, 1156, 229]
auction-row	[1175, 966, 1528, 979]
auction-cell: 9	[1175, 1017, 1206, 1030]
auction-cell: 7	[1175, 992, 1206, 1005]
mobile: मो. न. 7987943913	[23, 1916, 108, 1927]
